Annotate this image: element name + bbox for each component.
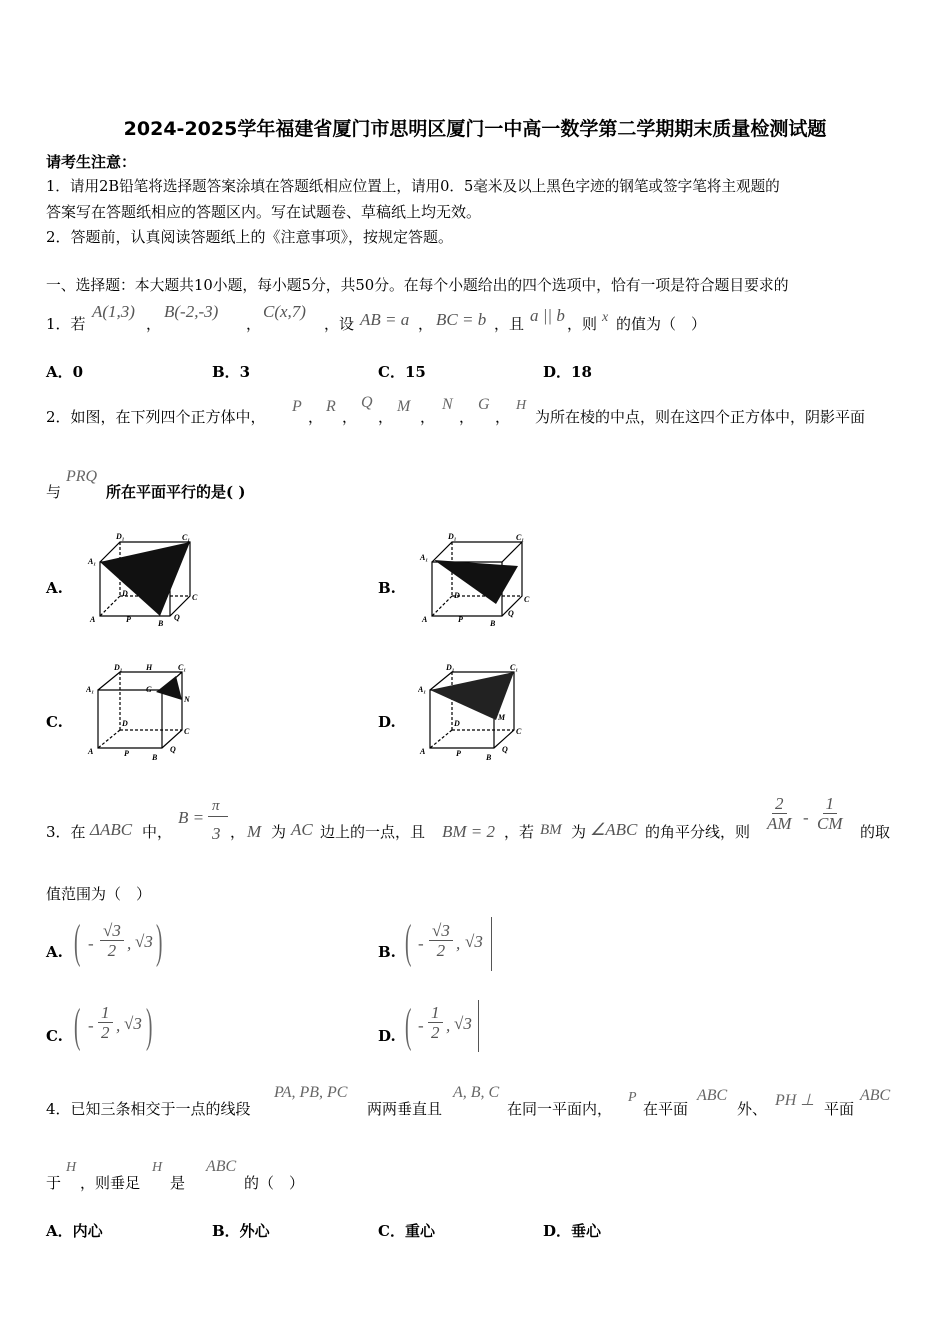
q3-pre: 3．在 [46, 823, 86, 841]
svg-text:D: D [454, 719, 460, 728]
q2-option-b[interactable]: B. [378, 579, 396, 597]
cube-figure-a [86, 530, 206, 630]
q2-line2-b: 所在平面平行的是( ) [106, 483, 246, 501]
q1-vec-bc: BC = b [436, 310, 487, 329]
svg-text:B: B [152, 753, 158, 762]
q3-option-b[interactable]: B. [378, 943, 396, 961]
q4-line2-d: 的（ ） [244, 1174, 305, 1192]
q3-t3: ，若 [504, 823, 535, 841]
q3-f1-num: 2 [772, 794, 787, 814]
q1-number: 1．若 [46, 315, 86, 333]
q2-option-c[interactable]: C. [46, 713, 63, 731]
q4-line2-b: ，则垂足 [80, 1174, 141, 1192]
svg-text:C: C [516, 727, 522, 736]
q4-abc-3: ABC [206, 1158, 237, 1175]
q2-point-h: H [516, 398, 527, 413]
q1-option-c[interactable]: C．15 [378, 363, 426, 381]
svg-text:M: M [498, 713, 506, 722]
svg-text:N: N [184, 695, 190, 704]
q4-t2: 在同一平面内， [507, 1100, 613, 1118]
q4-abc-points: A, B, C [453, 1084, 500, 1101]
q3-sep: ， [230, 823, 246, 841]
q3-three: 3 [212, 824, 221, 843]
q3-d-sqrt3: √3 [454, 1014, 472, 1033]
q3-f1-den: AM [767, 814, 792, 833]
q3-fraction-1 [764, 794, 795, 833]
svg-text:C₁: C₁ [510, 663, 519, 672]
svg-text:P: P [456, 749, 461, 758]
q4-t1: 两两垂直且 [367, 1100, 443, 1118]
q3-c-neg: - [88, 1016, 94, 1035]
q4-t4: 外、 [737, 1100, 768, 1118]
q2-post: 为所在棱的中点，则在这四个正方体中，阴影平面 [535, 408, 866, 426]
q1-sep-2: ， [246, 315, 262, 333]
q4-option-b[interactable]: B．外心 [212, 1222, 270, 1240]
q4-t3: 在平面 [643, 1100, 689, 1118]
q3-a-frac [100, 921, 124, 960]
q3-a-num: √3 [100, 921, 124, 941]
q3-b-eq: B = [178, 808, 205, 827]
q1-option-d[interactable]: D．18 [543, 363, 592, 381]
svg-text:Q: Q [170, 745, 176, 754]
svg-text:H: H [146, 663, 153, 672]
q2-line2-a: 与 [46, 483, 62, 501]
svg-text:A₁: A₁ [418, 685, 427, 694]
q3-t4: 为 [571, 823, 587, 841]
q1-point-b: B(-2,-3) [164, 302, 219, 321]
q1-x: x [602, 310, 609, 325]
q4-line2-a: 于 [46, 1174, 62, 1192]
svg-text:C₁: C₁ [516, 533, 525, 542]
q3-bm: BM [540, 822, 562, 838]
q4-option-c[interactable]: C．重心 [378, 1222, 435, 1240]
q3-option-d[interactable]: D. [378, 1027, 396, 1045]
q2-point-q: Q [361, 394, 373, 411]
svg-text:B: B [490, 619, 496, 628]
q3-d-open-paren: ( [405, 999, 412, 1052]
svg-text:B: B [486, 753, 492, 762]
q4-p: P [628, 1090, 637, 1105]
q3-f2-num: 1 [823, 794, 838, 814]
q3-ac: AC [291, 820, 313, 839]
q2-point-n: N [442, 396, 453, 413]
q3-b-open-paren: ( [405, 915, 412, 968]
q2-point-r: R [326, 398, 336, 415]
q4-abc-2: ABC [860, 1087, 891, 1104]
q3-b-close-bracket [491, 917, 492, 971]
svg-text:P: P [124, 749, 129, 758]
q2-option-d[interactable]: D. [378, 713, 396, 731]
q3-pi: π [212, 798, 220, 814]
q3-angle: ∠ABC [590, 820, 638, 839]
svg-text:C: C [524, 595, 530, 604]
svg-text:A: A [88, 747, 94, 756]
q3-d-frac [428, 1003, 443, 1042]
q3-d-comma: , [446, 1016, 451, 1035]
q1-sep-3: ， [418, 315, 434, 333]
svg-text:A₁: A₁ [86, 685, 95, 694]
q3-b-sqrt3: √3 [465, 932, 483, 951]
q1-point-c: C(x,7) [263, 302, 306, 321]
cube-figure-d [418, 662, 538, 762]
q3-f2-den: CM [817, 814, 843, 833]
q3-c-num: 1 [98, 1003, 113, 1023]
q3-a-den: 2 [107, 941, 117, 960]
q2-point-p: P [292, 398, 302, 415]
q3-d-den: 2 [431, 1023, 440, 1042]
q3-option-a[interactable]: A. [46, 943, 63, 961]
q1-set: ，设 [324, 315, 355, 333]
q2-sep-4: ， [420, 408, 436, 426]
svg-text:D: D [454, 591, 460, 600]
q3-d-close-bracket [478, 1000, 479, 1052]
svg-text:A₁: A₁ [88, 557, 97, 566]
notice-line-2: 答案写在答题纸相应的答题区内。写在试题卷、草稿纸上均无效。 [46, 203, 482, 221]
q2-prq: PRQ [66, 468, 98, 485]
svg-text:C: C [192, 593, 198, 602]
q3-bm-eq: BM = 2 [442, 822, 496, 841]
q3-c-frac [98, 1003, 113, 1042]
q3-a-comma: , [127, 934, 132, 953]
svg-text:D₁: D₁ [116, 532, 125, 541]
q2-sep-6: ， [495, 408, 511, 426]
q4-t5: 平面 [824, 1100, 855, 1118]
q3-b-den: 2 [436, 941, 446, 960]
svg-text:P: P [126, 615, 131, 624]
q3-option-c[interactable]: C. [46, 1027, 63, 1045]
q4-option-d[interactable]: D．垂心 [543, 1222, 602, 1240]
svg-text:C₁: C₁ [178, 663, 187, 672]
q3-c-den: 2 [101, 1023, 110, 1042]
q3-a-sqrt3: √3 [135, 932, 153, 951]
q3-t6: 的取 [860, 823, 891, 841]
q3-fraction-2 [814, 794, 846, 833]
q3-a-close-paren: ) [156, 915, 163, 968]
q4-pre: 4．已知三条相交于一点的线段 [46, 1100, 251, 1118]
q3-m: M [247, 822, 262, 841]
svg-text:G: G [146, 685, 152, 694]
q3-b-comma: , [456, 934, 461, 953]
q1-sep-1: ， [146, 315, 162, 333]
q3-c-sqrt3: √3 [124, 1014, 142, 1033]
q2-sep-3: ， [378, 408, 394, 426]
svg-text:D₁: D₁ [448, 532, 457, 541]
q1-vec-ab: AB = a [360, 310, 410, 329]
q3-c-close-paren: ) [146, 999, 153, 1052]
cube-figure-c [86, 662, 206, 762]
q3-a-open-paren: ( [74, 915, 81, 968]
q1-parallel: a || b [530, 306, 565, 325]
q3-b-num: √3 [429, 921, 453, 941]
q2-option-a[interactable]: A. [46, 579, 63, 597]
q2-sep-5: ， [459, 408, 475, 426]
q1-option-b[interactable]: B．3 [212, 363, 251, 381]
svg-text:P: P [458, 615, 463, 624]
page-title: 2024-2025学年福建省厦门市思明区厦门一中高一数学第二学期期末质量检测试题 [123, 118, 827, 140]
svg-text:D: D [122, 719, 128, 728]
svg-text:Q: Q [502, 745, 508, 754]
q3-minus: - [803, 808, 809, 827]
svg-text:A: A [422, 615, 428, 624]
q4-line2-c: 是 [170, 1174, 186, 1192]
section-heading: 一、选择题：本大题共10小题，每小题5分，共50分。在每个小题给出的四个选项中，恰有一项是符合题目要求的 [46, 277, 789, 294]
q3-line2: 值范围为（ ） [46, 885, 152, 903]
q3-d-neg: - [418, 1016, 424, 1035]
q2-sep-2: ， [342, 408, 358, 426]
svg-text:A: A [90, 615, 96, 624]
q1-point-a: A(1,3) [92, 302, 135, 321]
svg-text:A₁: A₁ [420, 553, 429, 562]
q3-c-open-paren: ( [74, 999, 81, 1052]
q2-point-m: M [397, 398, 411, 415]
q4-ph: PH ⊥ [775, 1092, 815, 1109]
q2-pre: 2．如图，在下列四个正方体中， [46, 408, 266, 426]
q2-point-g: G [478, 396, 490, 413]
q4-h: H [66, 1160, 77, 1175]
svg-text:B: B [158, 619, 164, 628]
q3-d-num: 1 [428, 1003, 443, 1023]
svg-text:D₁: D₁ [114, 663, 123, 672]
svg-text:Q: Q [174, 613, 180, 622]
svg-text:Q: Q [508, 609, 514, 618]
svg-text:C₁: C₁ [182, 533, 191, 542]
q3-t1: 为 [271, 823, 287, 841]
q1-then: ，则 [567, 315, 598, 333]
q4-h2: H [152, 1160, 163, 1175]
q1-ask: 的值为（ ） [616, 315, 707, 333]
notice-line-3: 2．答题前，认真阅读答题纸上的《注意事项》，按规定答题。 [46, 228, 454, 246]
q4-option-a[interactable]: A．内心 [46, 1222, 103, 1240]
svg-text:A: A [420, 747, 426, 756]
cube-figure-b [418, 530, 538, 630]
q4-abc-1: ABC [697, 1087, 728, 1104]
q4-segments: PA, PB, PC [274, 1084, 348, 1101]
q3-c-comma: , [116, 1016, 121, 1035]
svg-text:D: D [122, 589, 128, 598]
q3-triangle: ΔABC [90, 820, 133, 839]
q3-t5: 的角平分线，则 [645, 823, 751, 841]
q2-sep-1: ， [308, 408, 324, 426]
q3-a-neg: - [88, 934, 94, 953]
q1-option-a[interactable]: A．0 [46, 363, 84, 381]
q3-b-neg: - [418, 934, 424, 953]
svg-text:D₁: D₁ [446, 663, 455, 672]
svg-text:C: C [184, 727, 190, 736]
q1-and: ，且 [494, 315, 525, 333]
notice-line-1: 1．请用2B铅笔将选择题答案涂填在答题纸相应位置上，请用0．5毫米及以上黑色字迹的钢笔或签字笔将主观题的 [46, 178, 780, 195]
q3-b-frac [429, 921, 453, 960]
q3-mid: 中， [142, 823, 173, 841]
q3-t2: 边上的一点，且 [320, 823, 426, 841]
q3-b-fraction-bar [208, 816, 228, 817]
notice-heading: 请考生注意： [46, 153, 137, 171]
